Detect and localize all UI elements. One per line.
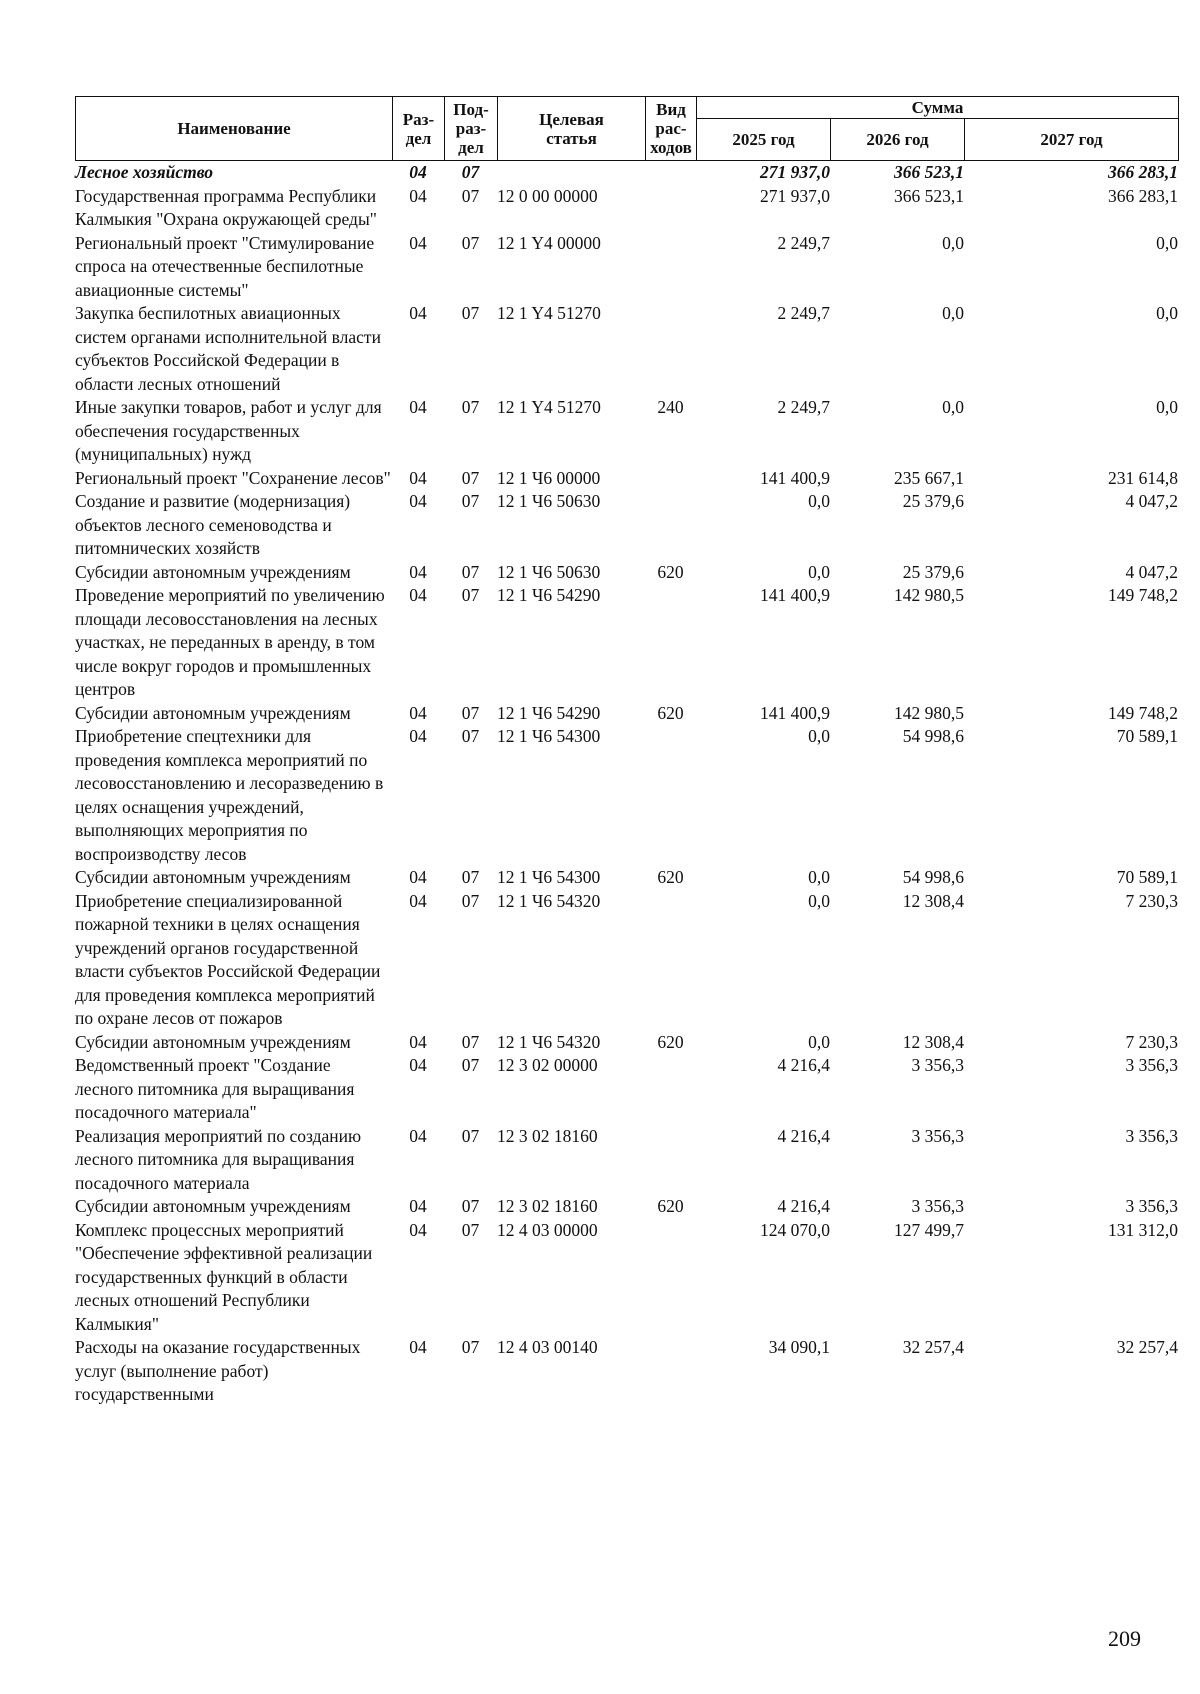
row-sum-2026: 3 356,3 xyxy=(911,1055,964,1075)
row-podrazdel: 07 xyxy=(461,561,480,582)
row-sum-2027: 32 257,4 xyxy=(1116,1337,1178,1357)
row-name: Ведомственный проект "Создание лесного питомника для выращивания посадочного материала" xyxy=(75,1055,355,1122)
row-target: 12 1 Ч6 00000 xyxy=(497,467,601,488)
row-vid xyxy=(645,890,696,1031)
row-sum-2026: 3 356,3 xyxy=(911,1125,964,1146)
row-name: Создание и развитие (модернизация) объектов лесного семеноводства и питомнических хозяйств xyxy=(75,491,351,558)
row-target: 12 1 Y4 51270 xyxy=(497,397,601,417)
row-name: Закупка беспилотных авиационных систем органами исполнительной власти субъектов Российской Федерации в области лесных отношений xyxy=(75,303,381,394)
row-razdel: 04 xyxy=(409,303,427,323)
table-row xyxy=(75,232,1178,303)
table-row xyxy=(75,302,1178,396)
row-sum-2026: 0,0 xyxy=(942,232,964,253)
row-sum-2027: 0,0 xyxy=(1156,232,1178,253)
row-vid: 620 xyxy=(657,867,684,887)
row-sum-2025: 4 216,4 xyxy=(777,1055,830,1075)
row-sum-2025: 4 216,4 xyxy=(777,1196,830,1216)
row-sum-2025: 0,0 xyxy=(808,726,830,746)
row-sum-2025: 271 937,0 xyxy=(760,162,830,182)
row-sum-2026: 366 523,1 xyxy=(894,162,964,182)
row-razdel: 04 xyxy=(409,726,427,746)
row-target: 12 1 Ч6 54300 xyxy=(497,867,601,887)
row-sum-2025: 0,0 xyxy=(808,890,830,911)
table-row xyxy=(75,161,1178,185)
row-sum-2026: 32 257,4 xyxy=(902,1337,964,1357)
row-podrazdel: 07 xyxy=(461,397,480,417)
row-sum-2027: 70 589,1 xyxy=(1116,726,1178,746)
table-row xyxy=(75,185,1178,232)
row-target: 12 1 Ч6 50630 xyxy=(497,491,601,511)
row-target: 12 3 02 00000 xyxy=(497,1055,598,1075)
row-podrazdel: 07 xyxy=(461,467,480,488)
row-vid: 620 xyxy=(657,1031,684,1052)
table-row xyxy=(75,1125,1178,1196)
row-vid xyxy=(645,1054,696,1125)
row-vid: 240 xyxy=(657,397,684,417)
row-sum-2025: 4 216,4 xyxy=(777,1125,830,1146)
row-target: 12 1 Y4 00000 xyxy=(497,232,601,253)
row-sum-2026: 235 667,1 xyxy=(894,467,964,488)
row-sum-2025: 2 249,7 xyxy=(777,303,830,323)
row-sum-2026: 366 523,1 xyxy=(894,185,964,206)
row-sum-2026: 127 499,7 xyxy=(894,1219,964,1240)
table-row xyxy=(75,702,1178,726)
row-target: 12 1 Ч6 50630 xyxy=(497,561,601,582)
row-sum-2026: 0,0 xyxy=(942,397,964,417)
row-target: 12 1 Ч6 54300 xyxy=(497,726,601,746)
table-row xyxy=(75,725,1178,866)
table-row xyxy=(75,890,1178,1031)
row-name: Иные закупки товаров, работ и услуг для обеспечения государственных (муниципальных) нужд xyxy=(75,397,382,464)
table-row xyxy=(75,1336,1178,1407)
row-podrazdel: 07 xyxy=(461,890,480,911)
row-name: Приобретение спецтехники для проведения комплекса мероприятий по лесовосстановлению и лесоразведению в целях оснащения учреждений, выполняющих мероприятия по воспроизводству лесов xyxy=(75,726,384,864)
row-name: Региональный проект "Стимулирование спроса на отечественные беспилотные авиационные системы" xyxy=(75,232,375,300)
row-vid xyxy=(645,185,696,232)
row-sum-2027: 7 230,3 xyxy=(1125,1031,1178,1052)
row-sum-2027: 3 356,3 xyxy=(1125,1196,1178,1216)
row-vid xyxy=(645,490,696,561)
row-name: Приобретение специализированной пожарной техники в целях оснащения учреждений органов государственной власти субъектов Российской Федерации для проведения комплекса мероприятий по охране лесов от пожаров xyxy=(75,890,381,1028)
header-target: Целевая статья xyxy=(498,97,646,161)
row-target: 12 3 02 18160 xyxy=(497,1125,598,1146)
table-row xyxy=(75,1054,1178,1125)
row-name: Субсидии автономным учреждениям xyxy=(75,702,351,723)
row-razdel: 04 xyxy=(409,585,427,605)
row-sum-2027: 4 047,2 xyxy=(1125,491,1178,511)
row-name: Расходы на оказание государственных услуг (выполнение работ) государственными xyxy=(75,1337,361,1404)
header-razdel: Раз- дел xyxy=(393,97,445,161)
header-podrazdel: Под- раз- дел xyxy=(445,97,498,161)
row-target: 12 1 Ч6 54320 xyxy=(497,1031,601,1052)
row-sum-2026: 54 998,6 xyxy=(902,726,964,746)
row-name: Субсидии автономным учреждениям xyxy=(75,561,351,582)
row-razdel: 04 xyxy=(409,1219,427,1240)
row-sum-2026: 142 980,5 xyxy=(894,702,964,723)
row-sum-2025: 0,0 xyxy=(808,561,830,582)
row-sum-2025: 0,0 xyxy=(808,491,830,511)
row-sum-2027: 3 356,3 xyxy=(1125,1125,1178,1146)
row-podrazdel: 07 xyxy=(461,867,480,887)
row-podrazdel: 07 xyxy=(461,1125,480,1146)
row-vid xyxy=(645,1125,696,1196)
row-name: Субсидии автономным учреждениям xyxy=(75,1196,351,1216)
row-razdel: 04 xyxy=(409,467,427,488)
row-podrazdel: 07 xyxy=(461,1337,480,1357)
table-row xyxy=(75,1195,1178,1219)
header-2027: 2027 год xyxy=(965,119,1179,161)
row-sum-2026: 0,0 xyxy=(942,303,964,323)
row-podrazdel: 07 xyxy=(461,1031,480,1052)
row-sum-2025: 141 400,9 xyxy=(760,702,830,723)
table-row xyxy=(75,467,1178,491)
row-podrazdel: 07 xyxy=(461,1055,480,1075)
page-number: 209 xyxy=(1108,1626,1141,1651)
row-name: Комплекс процессных мероприятий "Обеспечение эффективной реализации государственных функций в области лесных отношений Республики Калмыкия" xyxy=(75,1219,373,1334)
row-razdel: 04 xyxy=(409,1337,427,1357)
table-row xyxy=(75,561,1178,585)
row-sum-2027: 149 748,2 xyxy=(1108,585,1178,605)
row-target: 12 4 03 00000 xyxy=(497,1219,598,1240)
row-razdel: 04 xyxy=(409,867,427,887)
row-sum-2025: 2 249,7 xyxy=(777,232,830,253)
row-podrazdel: 07 xyxy=(461,491,480,511)
table-header xyxy=(75,96,1179,161)
row-sum-2026: 142 980,5 xyxy=(894,585,964,605)
row-podrazdel: 07 xyxy=(461,232,480,253)
header-name: Наименование xyxy=(76,97,393,161)
row-vid xyxy=(645,467,696,491)
row-razdel: 04 xyxy=(409,1055,427,1075)
row-vid xyxy=(645,161,696,185)
row-sum-2027: 231 614,8 xyxy=(1108,467,1178,488)
row-target xyxy=(497,161,645,185)
row-vid: 620 xyxy=(657,561,684,582)
row-razdel: 04 xyxy=(409,561,427,582)
row-name: Реализация мероприятий по созданию лесного питомника для выращивания посадочного материала xyxy=(75,1125,362,1193)
row-vid: 620 xyxy=(657,1196,684,1216)
row-target: 12 1 Ч6 54320 xyxy=(497,890,601,911)
row-razdel: 04 xyxy=(409,491,427,511)
header-sum: Сумма xyxy=(697,97,1179,119)
row-podrazdel: 07 xyxy=(461,185,480,206)
row-razdel: 04 xyxy=(409,702,427,723)
row-sum-2025: 271 937,0 xyxy=(760,185,830,206)
row-name: Государственная программа Республики Калмыкия "Охрана окружающей среды" xyxy=(75,185,377,229)
row-sum-2026: 12 308,4 xyxy=(902,1031,964,1052)
row-sum-2026: 54 998,6 xyxy=(902,867,964,887)
row-name: Региональный проект "Сохранение лесов" xyxy=(75,467,391,488)
row-podrazdel: 07 xyxy=(461,303,480,323)
row-razdel: 04 xyxy=(409,397,427,417)
row-razdel: 04 xyxy=(409,1031,427,1052)
row-sum-2027: 366 283,1 xyxy=(1108,185,1178,206)
row-razdel: 04 xyxy=(409,162,427,182)
row-sum-2025: 0,0 xyxy=(808,867,830,887)
table-row xyxy=(75,584,1178,702)
row-target: 12 0 00 00000 xyxy=(497,185,598,206)
row-sum-2025: 0,0 xyxy=(808,1031,830,1052)
row-sum-2026: 3 356,3 xyxy=(911,1196,964,1216)
table-body xyxy=(75,161,1178,1407)
table-row xyxy=(75,490,1178,561)
row-vid xyxy=(645,584,696,702)
row-podrazdel: 07 xyxy=(461,726,480,746)
row-sum-2027: 0,0 xyxy=(1156,303,1178,323)
row-sum-2025: 141 400,9 xyxy=(760,467,830,488)
row-target: 12 1 Y4 51270 xyxy=(497,303,601,323)
row-vid xyxy=(645,1336,696,1407)
row-razdel: 04 xyxy=(409,1196,427,1216)
row-sum-2026: 12 308,4 xyxy=(902,890,964,911)
row-name: Субсидии автономным учреждениям xyxy=(75,867,351,887)
table-row xyxy=(75,1031,1178,1055)
row-name: Лесное хозяйство xyxy=(75,162,214,182)
table-row xyxy=(75,866,1178,890)
row-vid xyxy=(645,302,696,396)
row-razdel: 04 xyxy=(409,1125,427,1146)
row-razdel: 04 xyxy=(409,232,427,253)
row-sum-2025: 141 400,9 xyxy=(760,585,830,605)
row-target: 12 1 Ч6 54290 xyxy=(497,585,601,605)
row-sum-2027: 7 230,3 xyxy=(1125,890,1178,911)
row-vid xyxy=(645,1219,696,1337)
budget-table-sheet xyxy=(75,96,1178,1407)
row-sum-2027: 366 283,1 xyxy=(1108,162,1178,182)
row-razdel: 04 xyxy=(409,890,427,911)
row-sum-2026: 25 379,6 xyxy=(902,491,964,511)
row-sum-2025: 34 090,1 xyxy=(768,1337,830,1357)
row-sum-2025: 2 249,7 xyxy=(777,397,830,417)
row-sum-2027: 4 047,2 xyxy=(1125,561,1178,582)
row-razdel: 04 xyxy=(409,185,427,206)
row-target: 12 4 03 00140 xyxy=(497,1337,598,1357)
row-vid xyxy=(645,725,696,866)
header-2026: 2026 год xyxy=(831,119,965,161)
row-sum-2027: 131 312,0 xyxy=(1108,1219,1178,1240)
row-sum-2026: 25 379,6 xyxy=(902,561,964,582)
row-podrazdel: 07 xyxy=(461,1219,480,1240)
row-sum-2027: 3 356,3 xyxy=(1125,1055,1178,1075)
table-row xyxy=(75,1219,1178,1337)
row-vid: 620 xyxy=(657,702,684,723)
row-sum-2027: 149 748,2 xyxy=(1108,702,1178,723)
row-podrazdel: 07 xyxy=(461,1196,480,1216)
row-target: 12 3 02 18160 xyxy=(497,1196,598,1216)
row-target: 12 1 Ч6 54290 xyxy=(497,702,601,723)
row-sum-2027: 70 589,1 xyxy=(1116,867,1178,887)
row-podrazdel: 07 xyxy=(461,162,480,182)
row-podrazdel: 07 xyxy=(461,702,480,723)
header-2025: 2025 год xyxy=(697,119,831,161)
header-vid: Вид рас- ходов xyxy=(646,97,697,161)
row-vid xyxy=(645,232,696,303)
row-name: Проведение мероприятий по увеличению площади лесовосстановления на лесных участках, не переданных в аренду, в том числе вокруг городов и промышленных центров xyxy=(75,585,385,699)
table-row xyxy=(75,396,1178,467)
row-sum-2025: 124 070,0 xyxy=(760,1219,830,1240)
row-podrazdel: 07 xyxy=(461,585,480,605)
row-name: Субсидии автономным учреждениям xyxy=(75,1031,351,1052)
row-sum-2027: 0,0 xyxy=(1156,397,1178,417)
